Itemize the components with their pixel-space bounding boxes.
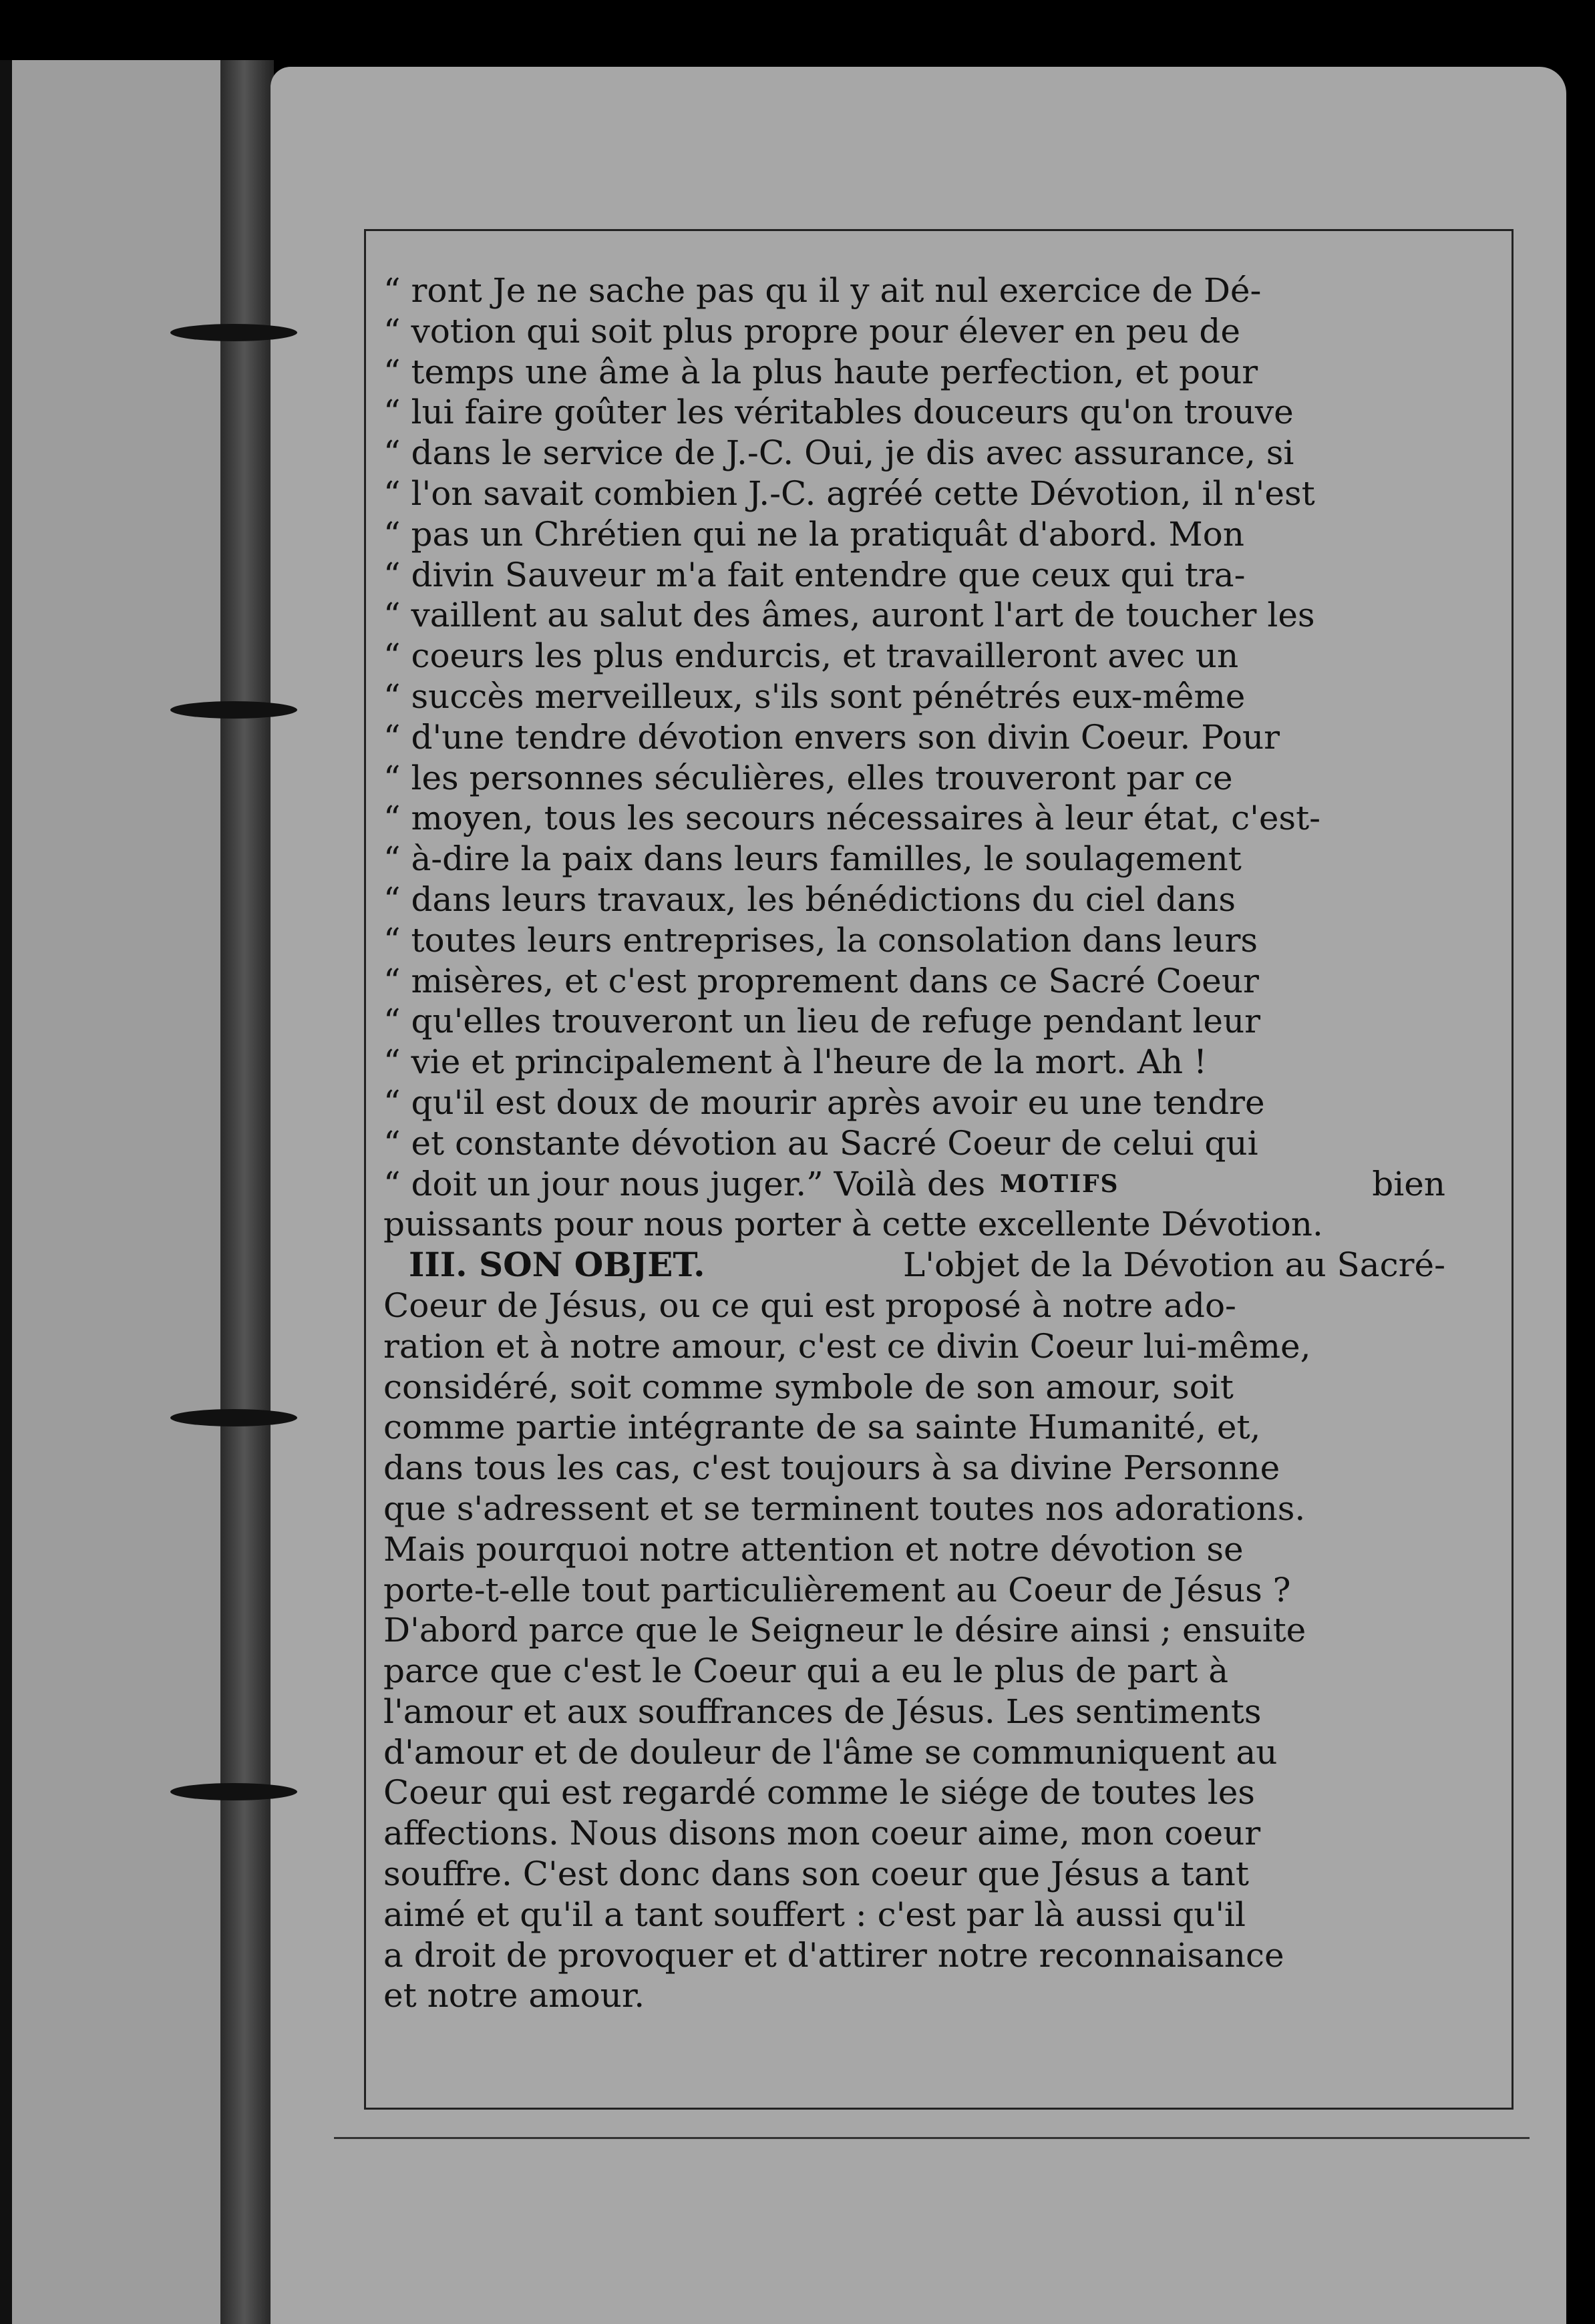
text-line: puissants pour nous porter à cette excellente Dévotion. bbox=[383, 1205, 1323, 1244]
page-bottom-rule bbox=[334, 2137, 1530, 2139]
book-gutter bbox=[220, 60, 274, 2324]
text-line: Coeur qui est regardé comme le siége de toutes les bbox=[383, 1773, 1255, 1812]
text-line: “ coeurs les plus endurcis, et travailleront avec un bbox=[383, 636, 1239, 676]
text-line: dans tous les cas, c'est toujours à sa divine Personne bbox=[383, 1448, 1280, 1488]
text-line: “ dans le service de J.-C. Oui, je dis avec assurance, si bbox=[383, 433, 1294, 473]
text-line: “ dans leurs travaux, les bénédictions du ciel dans bbox=[383, 880, 1236, 919]
text-line: ration et à notre amour, c'est ce divin Coeur lui-même, bbox=[383, 1326, 1311, 1366]
text-line: porte-t-elle tout particulièrement au Coeur de Jésus ? bbox=[383, 1570, 1291, 1609]
text-line: que s'adressent et se terminent toutes nos adorations. bbox=[383, 1489, 1306, 1528]
text-line: “ moyen, tous les secours nécessaires à leur état, c'est- bbox=[383, 799, 1321, 838]
text-line: “ les personnes séculières, elles trouveront par ce bbox=[383, 758, 1233, 797]
text-line: “ d'une tendre dévotion envers son divin Coeur. Pour bbox=[383, 717, 1280, 757]
text-line: considéré, soit comme symbole de son amour, soit bbox=[383, 1367, 1234, 1406]
text-line: “ vaillent au salut des âmes, auront l'art de toucher les bbox=[383, 596, 1315, 635]
text-line: a droit de provoquer et d'attirer notre reconnaisance bbox=[383, 1935, 1284, 1975]
text-line: “ et constante dévotion au Sacré Coeur de celui qui bbox=[383, 1123, 1258, 1163]
binding-clip bbox=[170, 701, 297, 719]
text-line: comme partie intégrante de sa sainte Humanité, et, bbox=[383, 1408, 1261, 1447]
left-page bbox=[0, 60, 220, 2324]
text-line: “ lui faire goûter les véritables douceurs qu'on trouve bbox=[383, 393, 1294, 432]
main-text-block bbox=[383, 270, 1445, 2016]
text-line: “ divin Sauveur m'a fait entendre que ceux qui tra- bbox=[383, 555, 1246, 594]
text-line: “ misères, et c'est proprement dans ce Sacré Coeur bbox=[383, 961, 1259, 1000]
text-line: Mais pourquoi notre attention et notre dévotion se bbox=[383, 1529, 1244, 1569]
text-line: affections. Nous disons mon coeur aime, mon coeur bbox=[383, 1814, 1261, 1853]
text-line: “ qu'elles trouveront un lieu de refuge pendant leur bbox=[383, 1002, 1261, 1041]
left-page-edge bbox=[0, 60, 12, 2324]
small-caps-word: MOTIFS bbox=[1000, 1169, 1119, 1198]
text-line: “ vie et principalement à l'heure de la mort. Ah ! bbox=[383, 1042, 1208, 1082]
text-line: d'amour et de douleur de l'âme se communiquent au bbox=[383, 1732, 1278, 1772]
text-line: “ votion qui soit plus propre pour élever en peu de bbox=[383, 311, 1240, 351]
text-line: “ l'on savait combien J.-C. agréé cette Dévotion, il n'est bbox=[383, 473, 1315, 513]
binding-clip bbox=[170, 324, 297, 341]
text-line: aimé et qu'il a tant souffert : c'est par là aussi qu'il bbox=[383, 1895, 1246, 1934]
text-line: l'amour et aux souffrances de Jésus. Les sentiments bbox=[383, 1692, 1262, 1731]
text-line: “ qu'il est doux de mourir après avoir eu une tendre bbox=[383, 1083, 1265, 1122]
text-line: “ à-dire la paix dans leurs familles, le soulagement bbox=[383, 839, 1242, 879]
text-line: “ ront Je ne sache pas qu il y ait nul exercice de Dé- bbox=[383, 271, 1262, 310]
binding-clip bbox=[170, 1783, 297, 1800]
text-line: D'abord parce que le Seigneur le désire ainsi ; ensuite bbox=[383, 1611, 1306, 1650]
text-line: Coeur de Jésus, ou ce qui est proposé à notre ado- bbox=[383, 1286, 1236, 1325]
text-line: “ toutes leurs entreprises, la consolation dans leurs bbox=[383, 920, 1258, 960]
section-heading-line: III. SON OBJET. L'objet de la Dévotion au Sacré- bbox=[409, 1245, 1445, 1285]
text-line: “ succès merveilleux, s'ils sont pénétrés eux-même bbox=[383, 676, 1246, 716]
section-heading: III. SON OBJET. bbox=[409, 1245, 705, 1285]
text-line: “ doit un jour nous juger.” Voilà des MOTIFS bien bbox=[383, 1164, 1445, 1203]
text-line: parce que c'est le Coeur qui a eu le plus de part à bbox=[383, 1652, 1229, 1691]
text-line: souffre. C'est donc dans son coeur que Jésus a tant bbox=[383, 1855, 1249, 1894]
binding-clip bbox=[170, 1409, 297, 1426]
text-line: et notre amour. bbox=[383, 1976, 645, 2015]
text-line: “ pas un Chrétien qui ne la pratiquât d'abord. Mon bbox=[383, 514, 1244, 554]
text-line: “ temps une âme à la plus haute perfection, et pour bbox=[383, 352, 1258, 391]
